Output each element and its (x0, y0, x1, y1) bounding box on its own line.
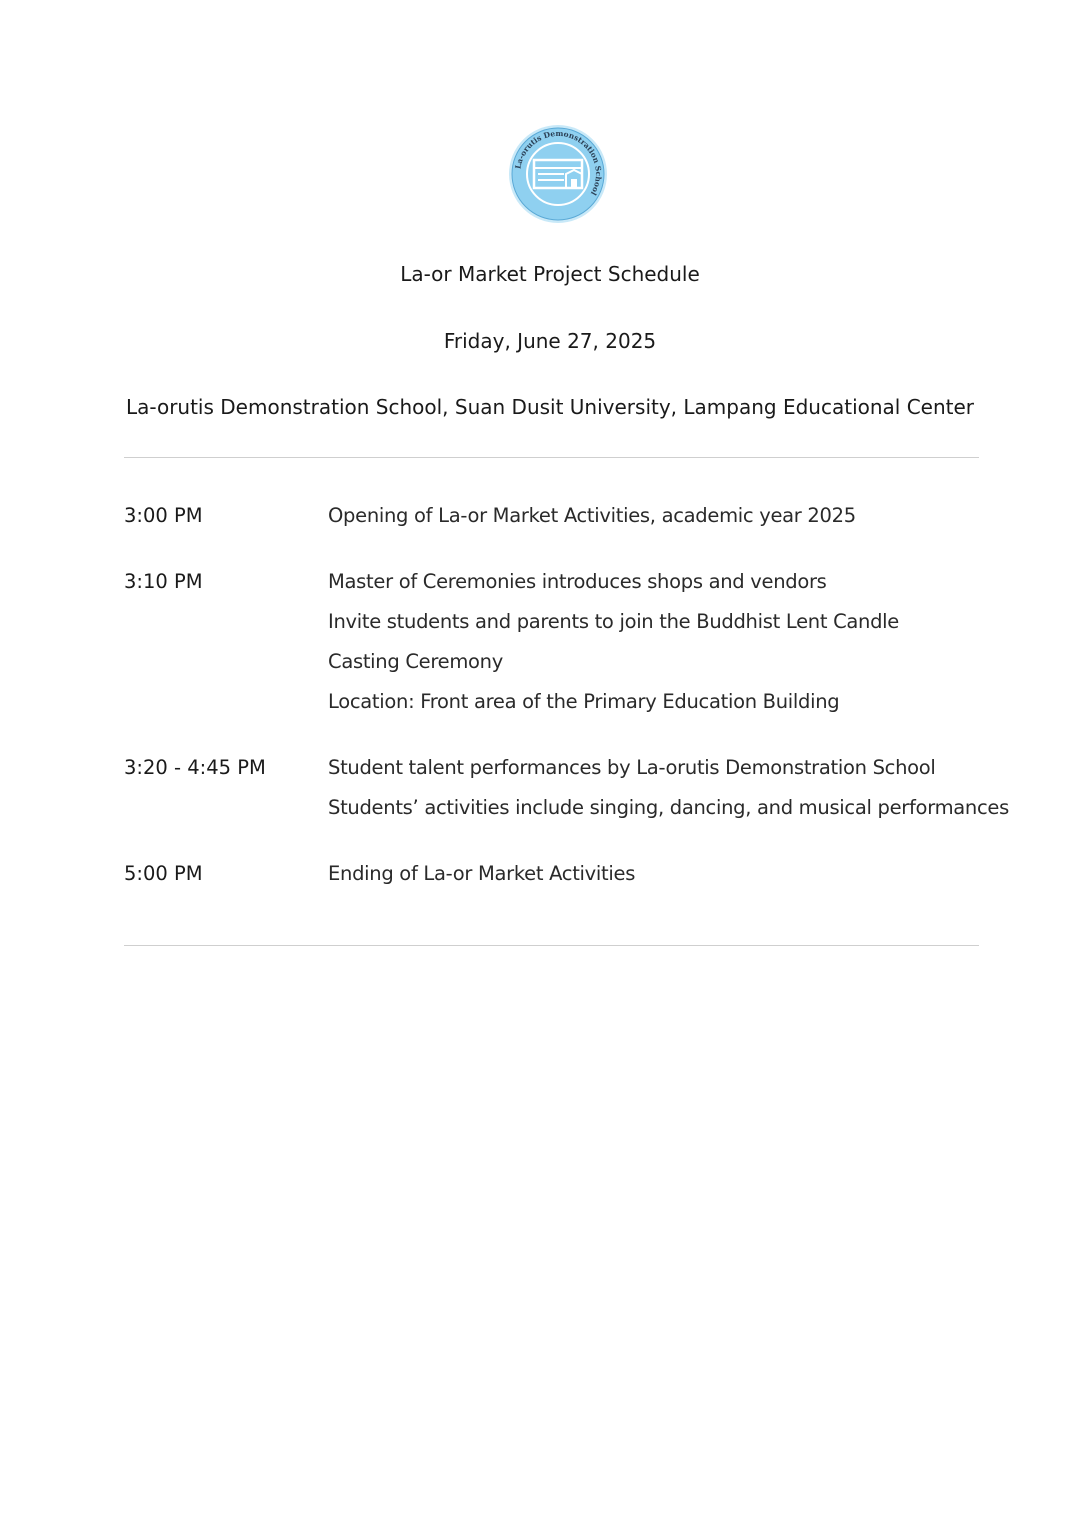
event-date: Friday, June 27, 2025 (443, 329, 657, 353)
schedule-list (124, 496, 1009, 920)
schedule-time: 5:00 PM (124, 862, 203, 885)
schedule-row (124, 562, 994, 722)
schedule-line: Ending of La-or Market Activities (328, 862, 636, 885)
schedule-description (328, 854, 994, 894)
schedule-line: Students’ activities include singing, dancing, and musical performances (328, 796, 1009, 819)
event-venue: La-orutis Demonstration School, Suan Dusit University, Lampang Educational Center (125, 395, 975, 419)
schedule-line: Casting Ceremony (328, 650, 503, 673)
schedule-line: Student talent performances by La-orutis Demonstration School (328, 756, 936, 779)
schedule-line: Master of Ceremonies introduces shops and vendors (328, 570, 827, 593)
schedule-description (328, 496, 994, 536)
schedule-line: Location: Front area of the Primary Education Building (328, 690, 840, 713)
schedule-row (124, 748, 1009, 828)
school-seal-icon (508, 124, 608, 224)
schedule-line: Opening of La-or Market Activities, academic year 2025 (328, 504, 856, 527)
seal-ring-text: La-orutis Demonstration School (513, 128, 604, 197)
schedule-row (124, 496, 994, 536)
schedule-time: 3:20 - 4:45 PM (124, 756, 266, 779)
schedule-row (124, 854, 994, 894)
page-title: La-or Market Project Schedule (400, 262, 700, 286)
schedule-description (328, 562, 994, 722)
schedule-time: 3:00 PM (124, 504, 203, 527)
divider-bottom (124, 945, 979, 946)
schedule-description (328, 748, 1009, 828)
schedule-time: 3:10 PM (124, 570, 203, 593)
divider-top (124, 457, 979, 458)
schedule-line: Invite students and parents to join the Buddhist Lent Candle (328, 610, 899, 633)
